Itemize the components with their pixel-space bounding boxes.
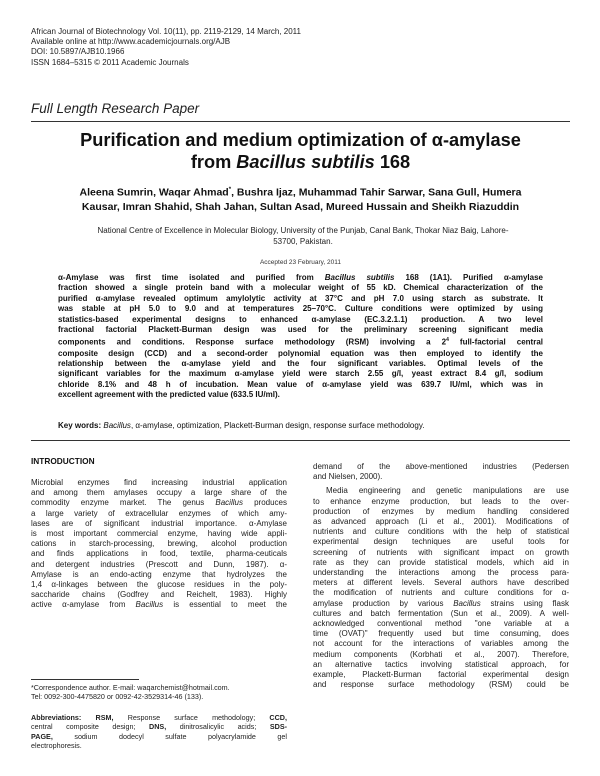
right-column xyxy=(313,462,569,690)
abstract-text: 168 (1A1). Purified α-amylase xyxy=(394,273,543,282)
abstract-line: statistics-based experimental designs to enhanced α-amylase (EC.3.2.1.1) production. A two level xyxy=(58,314,543,324)
footnote-phone: Tel: 0092-300-4475820 or 0092-42-3529314-46 (133). xyxy=(31,692,204,702)
footnote-divider xyxy=(31,679,139,680)
abstract-text: full-factorial central xyxy=(448,338,543,348)
abstract-line: significant variables for the maximum α-amylase yield were starch 2.55 g/l, yeast extract 8.4 g/l, sodium xyxy=(58,369,543,379)
keywords-divider xyxy=(31,440,570,441)
author-names: Aleena Sumrin, Waqar Ahmad xyxy=(79,186,229,199)
title-text: 168 xyxy=(374,152,411,172)
abbreviation-line: PAGE, sodium dodecyl sulfate polyacrylamide gel xyxy=(31,731,288,741)
text-line: time (OVAT)" frequently used but time consuming, does xyxy=(313,629,569,639)
affiliation xyxy=(48,225,558,247)
abstract-line: excellent agreement with the predicted value (633.5 IU/ml). xyxy=(58,390,280,400)
author-names: , Bushra Ijaz, Muhammad Tahir Sarwar, Sana Gull, Humera xyxy=(231,186,522,199)
text-line: cations in starch-processing, brewing, alcohol production xyxy=(31,539,287,549)
authors-line-2: Kausar, Imran Shahid, Shah Jahan, Sultan Asad, Mureed Hussain and Sheikh Riazuddin xyxy=(81,200,520,213)
journal-header xyxy=(31,27,301,68)
abstract-line: purified α-amylase revealed optimum amylolytic activity at 37°C and pH 7.0 using starch as substrate. It xyxy=(58,293,543,303)
keyword-species: Bacillus xyxy=(103,421,131,430)
abstract-line xyxy=(58,335,543,348)
abbreviation-term: RSM, xyxy=(95,713,114,722)
text-line: is most important commercial enzyme, having wide appli- xyxy=(31,529,287,539)
text-line: and response surface methodology (RSM) could be xyxy=(313,680,569,690)
title-text: from xyxy=(190,152,237,172)
title-line-2 xyxy=(31,151,570,173)
text-line: medium components (Korbhati et al., 2007). Therefore, xyxy=(313,649,569,659)
abbreviation-term: PAGE, xyxy=(31,731,53,741)
text-line: amylase production by various Bacillus strains using flask xyxy=(313,598,569,608)
text-line: demand of the above-mentioned industries (Pedersen xyxy=(313,462,569,471)
text-line: lases are of significant industrial importance. α-Amylase xyxy=(31,518,287,528)
text-line: commodity enzyme market. The genus Bacillus produces xyxy=(31,498,287,508)
footnote-correspondence: *Correspondence author. E-mail: waqarchemist@hotmail.com. xyxy=(31,683,230,692)
text-line: as advanced approach (Li et al., 2001). Modifications of xyxy=(313,517,569,527)
journal-doi: DOI: 10.5897/AJB10.1966 xyxy=(31,47,125,57)
paper-type: Full Length Research Paper xyxy=(31,101,200,116)
text-line: not account for the interactions of variables among the xyxy=(313,639,569,649)
abbreviation-term: CCD, xyxy=(269,713,287,722)
text-line: to enhance enzyme production, but leads to the over- xyxy=(313,496,569,506)
left-column xyxy=(31,478,287,611)
text-line: saccharide chains (Godfrey and Reichelt, 1983). Highly xyxy=(31,590,287,600)
authors-line-1 xyxy=(31,183,570,200)
abstract-text: α-Amylase was first time isolated and purified from xyxy=(58,273,325,282)
text-line: 1,4 α-linkages between the glucose residues in the poly- xyxy=(31,580,287,590)
journal-issn: ISSN 1684–5315 © 2011 Academic Journals xyxy=(31,57,189,67)
keywords-list: , α-amylase, optimization, Plackett-Burman design, response surface methodology. xyxy=(130,421,425,430)
journal-citation: African Journal of Biotechnology Vol. 10(11), pp. 2119-2129, 14 March, 2011 xyxy=(31,27,301,36)
keywords-label: Key words: xyxy=(58,421,102,430)
abstract-text: components and conditions. Response surface methodology (RSM) involving a 2 xyxy=(58,338,447,348)
text-line: and finds applications in food, textile, pharma-ceuticals xyxy=(31,549,287,559)
abstract-superscript: 4 xyxy=(446,337,449,344)
title-species: Bacillus subtilis xyxy=(236,152,375,172)
abbreviation-line: electrophoresis. xyxy=(31,741,82,751)
abbreviation-line: Abbreviations: RSM, Response surface methodology; CCD, xyxy=(31,713,287,722)
author-list xyxy=(31,183,570,214)
text-line: and Nielsen, 2000). xyxy=(313,472,383,482)
section-heading: INTRODUCTION xyxy=(31,456,95,466)
text-line: a large variety of extracellular enzymes of which amy- xyxy=(31,508,287,518)
species-name: Bacillus xyxy=(453,598,481,608)
keywords xyxy=(58,421,424,430)
abstract-line: chloride 8.1% and 48 h of incubation. Mean value of α-amylase yield was 639.7 IU/ml, which was in xyxy=(58,379,543,389)
title-line-1: Purification and medium optimization of α-amylase xyxy=(80,130,521,150)
text-line: acknowledged conventional method "one variable at a xyxy=(313,619,569,629)
text-line: Media engineering and genetic manipulations are use xyxy=(326,486,569,496)
abbreviation-line: central composite design; DNS, dinitrosalicylic acids; SDS- xyxy=(31,722,288,732)
text-line: experimental design techniques are useful tools for xyxy=(313,537,569,547)
text-line: and among them amylases occupy a large share of the xyxy=(31,488,287,498)
text-line: screening of nutrients with significant impact on growth xyxy=(313,547,569,557)
abstract xyxy=(58,273,543,401)
abstract-line: fractional factorial Plackett-Burman design was used for the preliminary screening significant media xyxy=(58,325,543,335)
affiliation-line: National Centre of Excellence in Molecular Biology, University of the Punjab, Canal Bank, Thokar Niaz Baig, Lahore- xyxy=(97,226,509,235)
species-name: Bacillus xyxy=(215,498,243,508)
abstract-species: Bacillus subtilis xyxy=(324,273,395,282)
header-divider xyxy=(31,121,570,122)
text-line: Amylase is an endo-acting enzyme that hydrolyzes the xyxy=(31,569,287,579)
affiliation-line: 53700, Pakistan. xyxy=(273,237,333,246)
text-line: understanding the interactions among the process para- xyxy=(313,568,569,578)
abstract-line: composite design (CCD) and a second-order polynomial equation was then employed to identify the xyxy=(58,348,543,358)
abstract-line: relationship between the α-amylase yield and the four significant variables. Optimal levels of the xyxy=(58,358,543,368)
article-title xyxy=(31,129,570,173)
text-line: cultures and batch fermentation (Sun et al., 2009). A well- xyxy=(313,608,569,618)
text-line: rate as they can provide statistical models, which aid in xyxy=(313,557,569,567)
accepted-date: Accepted 23 February, 2011 xyxy=(259,259,342,266)
species-name: Bacillus xyxy=(135,600,164,610)
text-line: Microbial enzymes find increasing industrial application xyxy=(31,478,287,487)
text-line: the modification of nutrients and culture conditions for α- xyxy=(313,588,569,598)
text-line: production of enzymes by medium handling considered xyxy=(313,506,569,516)
abbreviation-term: DNS, xyxy=(149,722,167,732)
text-line: and detergent industries (Prescott and Dunn, 1987). α- xyxy=(31,559,287,569)
footnote xyxy=(31,683,287,702)
abbreviation-term: Abbreviations: xyxy=(31,713,82,722)
text-line: active α-amylase from Bacillus is essential to meet the xyxy=(31,600,287,610)
text-line: meters at different levels. Several authors have described xyxy=(313,578,569,588)
journal-url: Available online at http://www.academicjournals.org/AJB xyxy=(31,37,231,47)
text-line: an alternative tactics involving statistical approach, for xyxy=(313,659,569,669)
abbreviation-term: SDS- xyxy=(269,722,288,732)
text-line: nutrients and culture conditions with the help of statistical xyxy=(313,527,569,537)
abstract-line xyxy=(58,273,543,283)
abbreviations xyxy=(31,713,287,751)
text-line: example, Plackett-Burman factorial experimental design xyxy=(313,670,569,680)
abstract-line: was stable at pH 5.0 to 9.0 and at temperatures 25–70°C. Culture conditions were optimized by using xyxy=(58,304,543,314)
abstract-line: fraction showed a single protein band with a molecular weight of 55 kD. Chemical characterization of the xyxy=(58,283,543,293)
corresponding-mark: * xyxy=(228,187,232,193)
